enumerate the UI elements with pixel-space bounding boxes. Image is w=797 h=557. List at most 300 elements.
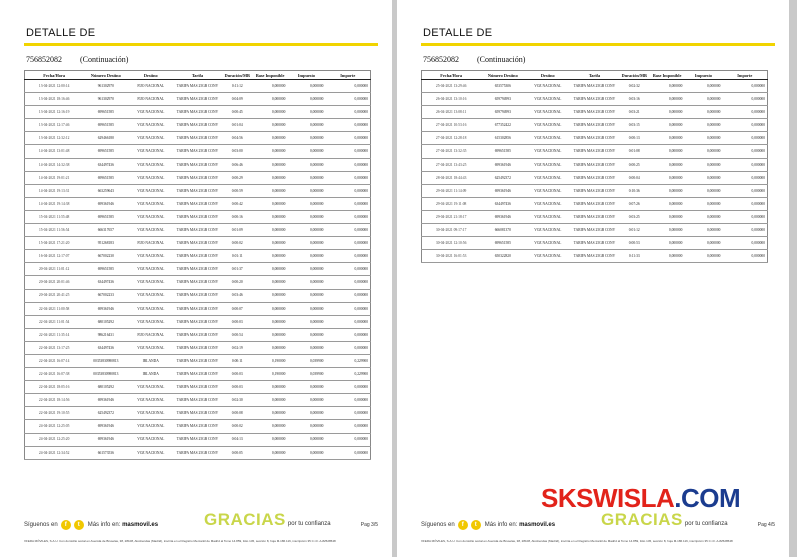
cell-destino: VOZ NACIONAL xyxy=(128,420,173,433)
cell-base: 0,000000 xyxy=(253,394,288,407)
cell-base: 0,000000 xyxy=(253,224,288,237)
cell-impuesto: 0,000000 xyxy=(684,210,722,223)
cell-base: 0,000000 xyxy=(253,145,288,158)
cell-numero: 659794993 xyxy=(480,106,525,119)
cell-importe: 0,000000 xyxy=(325,289,370,302)
cell-base: 0,000000 xyxy=(650,250,685,263)
table-row xyxy=(422,184,768,197)
page-number: Pag 3/5 xyxy=(360,522,378,528)
cell-impuesto: 0,000000 xyxy=(287,302,325,315)
cell-importe: 0,000000 xyxy=(325,381,370,394)
cell-base: 0,000000 xyxy=(650,80,685,93)
cell-duracion: 0:00:08 xyxy=(222,407,253,420)
cell-numero: 00353830980813 xyxy=(83,354,128,367)
table-row xyxy=(25,119,371,132)
cell-fecha: 22-04-2021 18:05:16 xyxy=(25,381,84,394)
cell-base: 0,000000 xyxy=(253,93,288,106)
cell-fecha: 26-04-2021 13:10:16 xyxy=(422,93,481,106)
table-row xyxy=(25,197,371,210)
cell-impuesto: 0,039900 xyxy=(287,354,325,367)
cell-numero: 634497436 xyxy=(83,276,128,289)
column-header: Importe xyxy=(722,71,767,80)
cell-tarifa: TARIFA MAS 25GB CONV xyxy=(570,106,618,119)
cell-duracion: 0:11:33 xyxy=(619,250,650,263)
cell-impuesto: 0,000000 xyxy=(684,237,722,250)
cell-fecha: 29-04-2021 11:14:09 xyxy=(422,184,481,197)
cell-fecha: 14-04-2021 13:01:48 xyxy=(25,145,84,158)
cell-base: 0,000000 xyxy=(253,381,288,394)
cell-destino: IRLANDA xyxy=(128,368,173,381)
cell-importe: 0,000000 xyxy=(722,197,767,210)
cell-importe: 0,229900 xyxy=(325,368,370,381)
legal-notice: XFERA MÓVILES, S.A.U. Con domicilio social en Avenida de Bruselas, 38, 28108, Alcobendas (Madrid), inscrita en el Registro Mercantil de Madrid al Tomo 14.859, folio 145, sección 8, hoja M-186.116, inscripción 35 C.I.F. A-82528548 xyxy=(24,539,336,543)
cell-importe: 0,000000 xyxy=(722,210,767,223)
cell-base: 0,000000 xyxy=(253,407,288,420)
cell-destino: VOZ NACIONAL xyxy=(525,80,570,93)
account-line xyxy=(423,55,525,64)
cell-base: 0,190000 xyxy=(253,368,288,381)
cell-numero: 650322820 xyxy=(480,250,525,263)
cell-destino: VOZ NACIONAL xyxy=(128,446,173,459)
cell-destino: VOZ NACIONAL xyxy=(525,224,570,237)
cell-impuesto: 0,000000 xyxy=(287,224,325,237)
cell-fecha: 24-04-2021 12:25:20 xyxy=(25,433,84,446)
cell-importe: 0,000000 xyxy=(325,315,370,328)
cell-tarifa: TARIFA MAS 25GB CONV xyxy=(570,132,618,145)
table-header-row xyxy=(25,71,371,80)
cell-base: 0,000000 xyxy=(253,184,288,197)
cell-importe: 0,000000 xyxy=(722,119,767,132)
table-row xyxy=(25,394,371,407)
cell-impuesto: 0,000000 xyxy=(287,158,325,171)
table-row xyxy=(422,250,768,263)
table-row xyxy=(25,132,371,145)
cell-base: 0,000000 xyxy=(650,119,685,132)
cell-importe: 0,000000 xyxy=(325,93,370,106)
account-number: 756852082 xyxy=(423,55,459,64)
cell-importe: 0,000000 xyxy=(722,237,767,250)
cell-impuesto: 0,000000 xyxy=(287,341,325,354)
table-row xyxy=(25,80,371,93)
table-row xyxy=(422,132,768,145)
cell-duracion: 0:00:11 xyxy=(222,354,253,367)
cell-tarifa: TARIFA MAS 25GB CONV xyxy=(173,328,221,341)
page-title: DETALLE DE xyxy=(423,27,493,39)
table-row xyxy=(25,184,371,197)
cell-duracion: 0:00:02 xyxy=(222,420,253,433)
column-header: Base Imponible xyxy=(650,71,685,80)
cell-base: 0,000000 xyxy=(650,197,685,210)
cell-tarifa: TARIFA MAS 25GB CONV xyxy=(173,145,221,158)
cell-numero: 667002233 xyxy=(83,289,128,302)
cell-impuesto: 0,000000 xyxy=(684,184,722,197)
cell-base: 0,000000 xyxy=(650,224,685,237)
cell-tarifa: TARIFA MAS 25GB CONV xyxy=(173,289,221,302)
cell-tarifa: TARIFA MAS 25GB CONV xyxy=(173,368,221,381)
cell-importe: 0,000000 xyxy=(722,106,767,119)
cell-duracion: 0:01:11 xyxy=(222,250,253,263)
cell-duracion: 0:00:04 xyxy=(619,171,650,184)
cell-impuesto: 0,000000 xyxy=(287,394,325,407)
cell-duracion: 0:03:21 xyxy=(619,106,650,119)
cell-numero: 653575306 xyxy=(480,80,525,93)
cell-duracion: 0:00:05 xyxy=(222,446,253,459)
social-line xyxy=(24,520,158,530)
cell-tarifa: TARIFA MAS 25GB CONV xyxy=(570,210,618,223)
cell-importe: 0,000000 xyxy=(722,171,767,184)
cell-tarifa: TARIFA MAS 25GB CONV xyxy=(173,119,221,132)
social-line xyxy=(421,520,555,530)
cell-impuesto: 0,000000 xyxy=(287,197,325,210)
cell-numero: 699361946 xyxy=(83,197,128,210)
cell-impuesto: 0,000000 xyxy=(287,237,325,250)
column-header: Impuesto xyxy=(287,71,325,80)
cell-tarifa: TARIFA MAS 25GB CONV xyxy=(570,184,618,197)
cell-tarifa: TARIFA MAS 25GB CONV xyxy=(173,184,221,197)
cell-tarifa: TARIFA MAS 25GB CONV xyxy=(173,315,221,328)
cell-numero: 699651585 xyxy=(83,119,128,132)
table-row xyxy=(25,250,371,263)
cell-destino: VOZ NACIONAL xyxy=(525,158,570,171)
cell-duracion: 0:00:54 xyxy=(222,328,253,341)
cell-impuesto: 0,000000 xyxy=(287,315,325,328)
cell-base: 0,000000 xyxy=(650,158,685,171)
table-row xyxy=(25,289,371,302)
cell-importe: 0,000000 xyxy=(325,407,370,420)
cell-numero: 659794993 xyxy=(480,93,525,106)
cell-numero: 625492372 xyxy=(83,407,128,420)
cell-fecha: 30-04-2021 12:10:56 xyxy=(422,237,481,250)
cell-duracion: 0:03:16 xyxy=(619,93,650,106)
cell-destino: VOZ NACIONAL xyxy=(128,433,173,446)
table-row xyxy=(25,341,371,354)
cell-destino: VOZ NACIONAL xyxy=(128,171,173,184)
cell-tarifa: TARIFA MAS 25GB CONV xyxy=(570,80,618,93)
table-row xyxy=(422,224,768,237)
twitter-icon[interactable]: t xyxy=(471,520,481,530)
cell-destino: VOZ NACIONAL xyxy=(128,106,173,119)
cell-destino: VOZ NACIONAL xyxy=(128,224,173,237)
cell-fecha: 24-04-2021 12:34:52 xyxy=(25,446,84,459)
cell-fecha: 20-04-2021 20:01:46 xyxy=(25,276,84,289)
cell-importe: 0,000000 xyxy=(325,132,370,145)
cell-tarifa: TARIFA MAS 25GB CONV xyxy=(173,420,221,433)
cell-base: 0,000000 xyxy=(253,237,288,250)
cell-numero: 699361946 xyxy=(83,433,128,446)
call-detail-table xyxy=(24,70,371,460)
cell-impuesto: 0,000000 xyxy=(287,93,325,106)
cell-numero: 699361946 xyxy=(83,420,128,433)
cell-tarifa: TARIFA MAS 25GB CONV xyxy=(173,407,221,420)
table-row xyxy=(25,145,371,158)
cell-destino: VOZ NACIONAL xyxy=(128,184,173,197)
cell-duracion: 0:03:00 xyxy=(222,145,253,158)
table-row xyxy=(25,210,371,223)
cell-destino: VOZ NACIONAL xyxy=(128,289,173,302)
cell-numero: 677352422 xyxy=(480,119,525,132)
cell-duracion: 0:00:03 xyxy=(222,368,253,381)
cell-importe: 0,000000 xyxy=(325,276,370,289)
cell-fecha: 14-04-2021 19:14:38 xyxy=(25,197,84,210)
cell-fecha: 22-04-2021 19:10:55 xyxy=(25,407,84,420)
cell-numero: 699651585 xyxy=(480,237,525,250)
cell-tarifa: TARIFA MAS 25GB CONV xyxy=(173,132,221,145)
cell-destino: VOZ NACIONAL xyxy=(525,119,570,132)
cell-base: 0,000000 xyxy=(650,184,685,197)
cell-numero: 680105292 xyxy=(83,315,128,328)
cell-impuesto: 0,000000 xyxy=(684,106,722,119)
cell-fecha: 15-04-2021 11:56:54 xyxy=(25,224,84,237)
cell-impuesto: 0,000000 xyxy=(287,263,325,276)
cell-numero: 699651585 xyxy=(83,145,128,158)
cell-base: 0,000000 xyxy=(253,341,288,354)
cell-fecha: 22-04-2021 16:07:38 xyxy=(25,368,84,381)
cell-base: 0,000000 xyxy=(253,420,288,433)
cell-duracion: 0:00:25 xyxy=(619,158,650,171)
cell-destino: VOZ NACIONAL xyxy=(525,237,570,250)
cell-tarifa: TARIFA MAS 25GB CONV xyxy=(173,394,221,407)
cell-base: 0,000000 xyxy=(650,210,685,223)
cell-impuesto: 0,000000 xyxy=(287,132,325,145)
continuation-label: (Continuación) xyxy=(477,55,526,64)
cell-importe: 0,000000 xyxy=(722,80,767,93)
table-row xyxy=(25,433,371,446)
website-link[interactable]: masmovil.es xyxy=(122,522,159,528)
mas-info-text xyxy=(485,522,555,528)
website-link[interactable]: masmovil.es xyxy=(519,522,556,528)
cell-tarifa: TARIFA MAS 25GB CONV xyxy=(570,145,618,158)
cell-destino: VOZ NACIONAL xyxy=(128,263,173,276)
cell-base: 0,000000 xyxy=(253,171,288,184)
cell-base: 0,000000 xyxy=(253,289,288,302)
cell-destino: VOZ NACIONAL xyxy=(525,210,570,223)
cell-duracion: 0:06:46 xyxy=(222,158,253,171)
cell-fecha: 29-04-2021 21:18:17 xyxy=(422,210,481,223)
cell-base: 0,000000 xyxy=(253,263,288,276)
cell-tarifa: TARIFA MAS 25GB CONV xyxy=(173,158,221,171)
cell-duracion: 0:02:19 xyxy=(222,341,253,354)
column-header: Número Destino xyxy=(480,71,525,80)
column-header: Tarifa xyxy=(570,71,618,80)
cell-duracion: 0:00:53 xyxy=(619,237,650,250)
cell-importe: 0,000000 xyxy=(325,184,370,197)
table-row xyxy=(422,197,768,210)
cell-base: 0,000000 xyxy=(253,80,288,93)
cell-tarifa: TARIFA MAS 25GB CONV xyxy=(173,354,221,367)
table-row xyxy=(25,328,371,341)
cell-duracion: 0:00:03 xyxy=(222,381,253,394)
table-row xyxy=(422,106,768,119)
cell-impuesto: 0,000000 xyxy=(684,119,722,132)
gracias-subtext: por tu confianza xyxy=(684,521,728,527)
cell-tarifa: TARIFA MAS 25GB CONV xyxy=(173,302,221,315)
cell-destino: VOZ NACIONAL xyxy=(128,145,173,158)
twitter-icon[interactable]: t xyxy=(74,520,84,530)
cell-tarifa: TARIFA MAS 25GB CONV xyxy=(570,158,618,171)
siguenos-label: Síguenos en xyxy=(24,522,58,528)
cell-importe: 0,000000 xyxy=(722,184,767,197)
cell-fecha: 14-04-2021 19:01:21 xyxy=(25,171,84,184)
cell-numero: 699361946 xyxy=(480,158,525,171)
cell-numero: 661573536 xyxy=(83,446,128,459)
page-number: Pag 4/5 xyxy=(757,522,775,528)
cell-importe: 0,000000 xyxy=(325,80,370,93)
cell-duracion: 0:01:04 xyxy=(222,119,253,132)
siguenos-label: Síguenos en xyxy=(421,522,455,528)
column-header: Duración/MB xyxy=(222,71,253,80)
cell-fecha: 16-04-2021 12:17:07 xyxy=(25,250,84,263)
cell-destino: VOZ NACIONAL xyxy=(525,145,570,158)
cell-destino: VOZ NACIONAL xyxy=(128,407,173,420)
cell-tarifa: TARIFA MAS 25GB CONV xyxy=(173,433,221,446)
cell-importe: 0,000000 xyxy=(325,224,370,237)
cell-importe: 0,000000 xyxy=(325,106,370,119)
cell-tarifa: TARIFA MAS 25GB CONV xyxy=(570,119,618,132)
cell-duracion: 0:00:45 xyxy=(222,106,253,119)
cell-duracion: 0:04:13 xyxy=(222,433,253,446)
cell-destino: VOZ NACIONAL xyxy=(128,302,173,315)
cell-importe: 0,000000 xyxy=(722,158,767,171)
cell-base: 0,000000 xyxy=(253,446,288,459)
watermark-text-b: .COM xyxy=(674,483,741,513)
cell-fecha: 22-04-2021 11:00:58 xyxy=(25,302,84,315)
cell-duracion: 0:00:02 xyxy=(222,237,253,250)
cell-fecha: 22-04-2021 13:17:25 xyxy=(25,341,84,354)
page-footer xyxy=(24,510,378,538)
cell-impuesto: 0,000000 xyxy=(684,250,722,263)
cell-duracion: 0:01:09 xyxy=(222,224,253,237)
cell-impuesto: 0,000000 xyxy=(287,184,325,197)
cell-fecha: 24-04-2021 12:25:05 xyxy=(25,420,84,433)
cell-tarifa: TARIFA MAS 25GB CONV xyxy=(173,250,221,263)
column-header: Tarifa xyxy=(173,71,221,80)
cell-duracion: 0:04:09 xyxy=(222,93,253,106)
watermark-logo xyxy=(541,483,740,514)
cell-fecha: 26-04-2021 13:08:11 xyxy=(422,106,481,119)
call-detail-table xyxy=(421,70,768,263)
column-header: Fecha/Hora xyxy=(422,71,481,80)
cell-importe: 0,000000 xyxy=(325,341,370,354)
cell-numero: 680105292 xyxy=(83,381,128,394)
facebook-icon[interactable]: f xyxy=(458,520,468,530)
cell-duracion: 0:00:16 xyxy=(222,210,253,223)
cell-tarifa: TARIFA MAS 25GB CONV xyxy=(173,210,221,223)
table-row xyxy=(422,210,768,223)
cell-impuesto: 0,000000 xyxy=(684,80,722,93)
cell-base: 0,190000 xyxy=(253,354,288,367)
cell-importe: 0,000000 xyxy=(325,158,370,171)
cell-destino: VOZ NACIONAL xyxy=(525,132,570,145)
cell-destino: VOZ NACIONAL xyxy=(128,381,173,394)
cell-tarifa: TARIFA MAS 25GB CONV xyxy=(173,276,221,289)
cell-destino: VOZ NACIONAL xyxy=(128,119,173,132)
cell-tarifa: TARIFA MAS 25GB CONV xyxy=(570,250,618,263)
column-header: Destino xyxy=(128,71,173,80)
cell-fecha: 13-04-2021 12:16:19 xyxy=(25,106,84,119)
cell-numero: 663259643 xyxy=(83,184,128,197)
cell-numero: 629466180 xyxy=(83,132,128,145)
cell-fecha: 29-04-2021 19:11:08 xyxy=(422,197,481,210)
cell-base: 0,000000 xyxy=(253,210,288,223)
cell-importe: 0,000000 xyxy=(325,328,370,341)
title-rule xyxy=(421,43,775,46)
table-row xyxy=(25,237,371,250)
cell-importe: 0,000000 xyxy=(325,420,370,433)
table-row xyxy=(25,158,371,171)
cell-importe: 0,000000 xyxy=(722,132,767,145)
cell-tarifa: TARIFA MAS 25GB CONV xyxy=(173,341,221,354)
cell-impuesto: 0,000000 xyxy=(287,446,325,459)
cell-numero: 667002230 xyxy=(83,250,128,263)
cell-base: 0,000000 xyxy=(650,132,685,145)
cell-destino: VOZ NACIONAL xyxy=(128,276,173,289)
cell-duracion: 0:00:20 xyxy=(222,276,253,289)
cell-base: 0,000000 xyxy=(650,93,685,106)
cell-impuesto: 0,000000 xyxy=(287,328,325,341)
cell-importe: 0,000000 xyxy=(325,250,370,263)
cell-base: 0,000000 xyxy=(650,237,685,250)
cell-destino: VOZ NACIONAL xyxy=(128,197,173,210)
cell-destino: VOZ NACIONAL xyxy=(525,184,570,197)
facebook-icon[interactable]: f xyxy=(61,520,71,530)
cell-duracion: 0:00:59 xyxy=(222,184,253,197)
table-row xyxy=(25,224,371,237)
cell-fecha: 22-04-2021 16:07:14 xyxy=(25,354,84,367)
cell-duracion: 0:03:25 xyxy=(619,210,650,223)
cell-impuesto: 0,000000 xyxy=(684,145,722,158)
cell-tarifa: TARIFA MAS 25GB CONV xyxy=(570,224,618,237)
gracias-text: GRACIAS xyxy=(601,510,683,529)
cell-impuesto: 0,000000 xyxy=(684,132,722,145)
cell-duracion: 0:01:08 xyxy=(619,145,650,158)
cell-base: 0,000000 xyxy=(253,250,288,263)
table-row xyxy=(25,315,371,328)
cell-duracion: 0:11:12 xyxy=(222,80,253,93)
cell-numero: 625492372 xyxy=(480,171,525,184)
cell-base: 0,000000 xyxy=(253,158,288,171)
cell-tarifa: TARIFA MAS 25GB CONV xyxy=(570,237,618,250)
cell-importe: 0,000000 xyxy=(325,446,370,459)
cell-fecha: 27-04-2021 10:53:16 xyxy=(422,119,481,132)
continuation-label: (Continuación) xyxy=(80,55,129,64)
cell-base: 0,000000 xyxy=(253,315,288,328)
table-header-row xyxy=(422,71,768,80)
cell-base: 0,000000 xyxy=(253,276,288,289)
cell-impuesto: 0,000000 xyxy=(287,145,325,158)
mas-info-text xyxy=(88,522,158,528)
cell-base: 0,000000 xyxy=(253,119,288,132)
cell-impuesto: 0,000000 xyxy=(287,381,325,394)
cell-numero: 699361946 xyxy=(83,394,128,407)
cell-fecha: 20-04-2021 11:01:12 xyxy=(25,263,84,276)
column-header: Número Destino xyxy=(83,71,128,80)
cell-fecha: 13-04-2021 18:16:46 xyxy=(25,93,84,106)
bill-page-3 xyxy=(0,0,392,557)
cell-destino: IRLANDA xyxy=(128,354,173,367)
cell-duracion: 0:00:03 xyxy=(222,315,253,328)
cell-duracion: 0:03:46 xyxy=(222,289,253,302)
cell-base: 0,000000 xyxy=(650,145,685,158)
cell-impuesto: 0,000000 xyxy=(287,106,325,119)
cell-tarifa: TARIFA MAS 25GB CONV xyxy=(173,381,221,394)
cell-fecha: 15-04-2021 11:55:48 xyxy=(25,210,84,223)
cell-importe: 0,000000 xyxy=(325,210,370,223)
table-row xyxy=(422,171,768,184)
cell-tarifa: TARIFA MAS 25GB CONV xyxy=(173,263,221,276)
cell-destino: VOZ NACIONAL xyxy=(128,210,173,223)
table-row xyxy=(422,158,768,171)
cell-duracion: 0:03:15 xyxy=(619,119,650,132)
